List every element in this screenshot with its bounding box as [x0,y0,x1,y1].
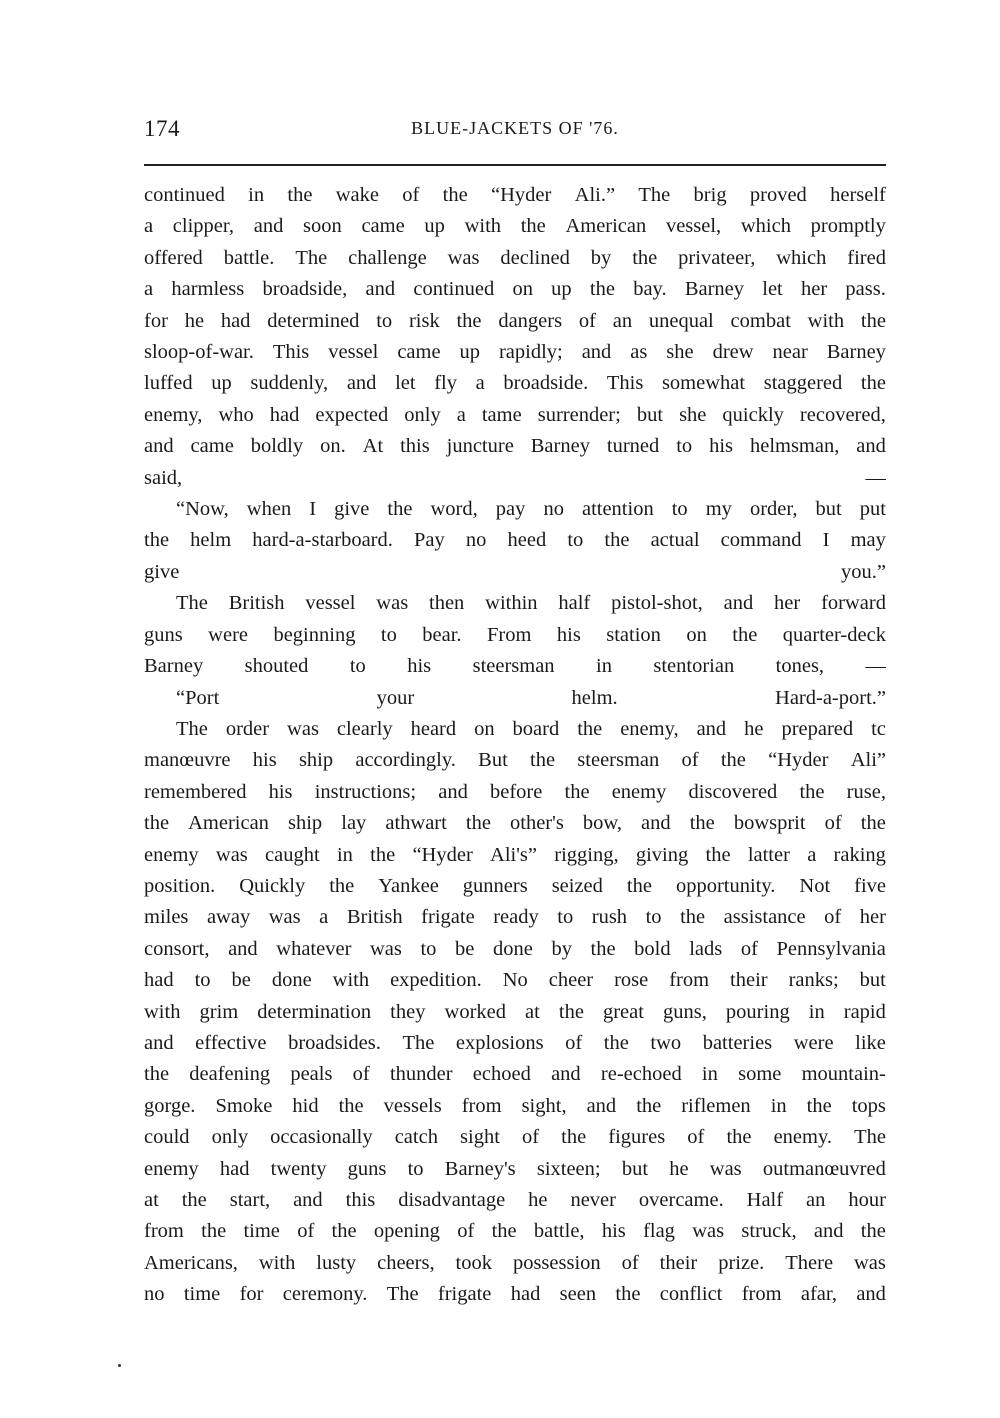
text-line: The order was clearly heard on board the enemy, and he prepared tc [176,717,886,740]
text-line: said, — [144,466,886,489]
text-line: consort, and whatever was to be done by the bold lads of Pennsylvania [144,937,886,960]
text-line: The British vessel was then within half pistol-shot, and her forward [176,592,886,615]
text-line: give you.” [144,560,886,583]
text-line: a harmless broadside, and continued on up the bay. Barney let her pass. [144,278,886,301]
text-line: from the time of the opening of the battle, his flag was struck, and the [144,1220,886,1243]
text-line: could only occasionally catch sight of the figures of the enemy. The [144,1126,886,1149]
running-title: BLUE-JACKETS OF '76. [411,118,619,138]
text-line: at the start, and this disadvantage he never overcame. Half an hour [144,1189,886,1211]
text-line: “Port your helm. Hard-a-port.” [176,686,886,709]
text-line: continued in the wake of the “Hyder Ali.” The brig proved herself [144,184,886,206]
page-speck [118,1364,121,1367]
text-line: Americans, with lusty cheers, took possession of their prize. There was [144,1251,886,1274]
text-line: miles away was a British frigate ready to rush to the assistance of her [144,906,886,929]
text-line: a clipper, and soon came up with the American vessel, which promptly [144,215,886,238]
text-line: and effective broadsides. The explosions of the two batteries were like [144,1031,886,1054]
page-number: 174 [144,116,180,141]
text-line: offered battle. The challenge was declined by the privateer, which fired [144,246,886,269]
body-text [144,180,886,1311]
text-line: no time for ceremony. The frigate had seen the conflict from afar, and [144,1283,886,1306]
page-header [144,116,886,148]
text-line: luffed up suddenly, and let fly a broadside. This somewhat staggered the [144,372,886,395]
text-line: “Now, when I give the word, pay no attention to my order, but put [176,498,886,521]
text-line: enemy had twenty guns to Barney's sixteen; but he was outmanœuvred [144,1157,886,1180]
text-line: had to be done with expedition. No cheer rose from their ranks; but [144,969,886,992]
text-line: the deafening peals of thunder echoed and re-echoed in some mountain- [144,1063,886,1086]
text-line: gorge. Smoke hid the vessels from sight, and the riflemen in the tops [144,1094,886,1117]
text-line: enemy was caught in the “Hyder Ali's” rigging, giving the latter a raking [144,843,886,866]
text-line: guns were beginning to bear. From his station on the quarter-deck [144,623,886,646]
text-line: sloop-of-war. This vessel came up rapidly; and as she drew near Barney [144,341,886,364]
text-line: for he had determined to risk the dangers of an unequal combat with the [144,309,886,332]
text-line: with grim determination they worked at the great guns, pouring in rapid [144,1000,886,1023]
text-line: the helm hard-a-starboard. Pay no heed to the actual command I may [144,529,886,552]
text-line: enemy, who had expected only a tame surrender; but she quickly recovered, [144,403,886,426]
text-line: and came boldly on. At this juncture Barney turned to his helmsman, and [144,435,886,458]
header-rule [144,164,886,166]
text-line: the American ship lay athwart the other's bow, and the bowsprit of the [144,812,886,835]
text-line: manœuvre his ship accordingly. But the steersman of the “Hyder Ali” [144,749,886,772]
text-line: position. Quickly the Yankee gunners seized the opportunity. Not five [144,874,886,897]
text-line: Barney shouted to his steersman in stentorian tones, — [144,655,886,678]
text-line: remembered his instructions; and before the enemy discovered the ruse, [144,780,886,803]
